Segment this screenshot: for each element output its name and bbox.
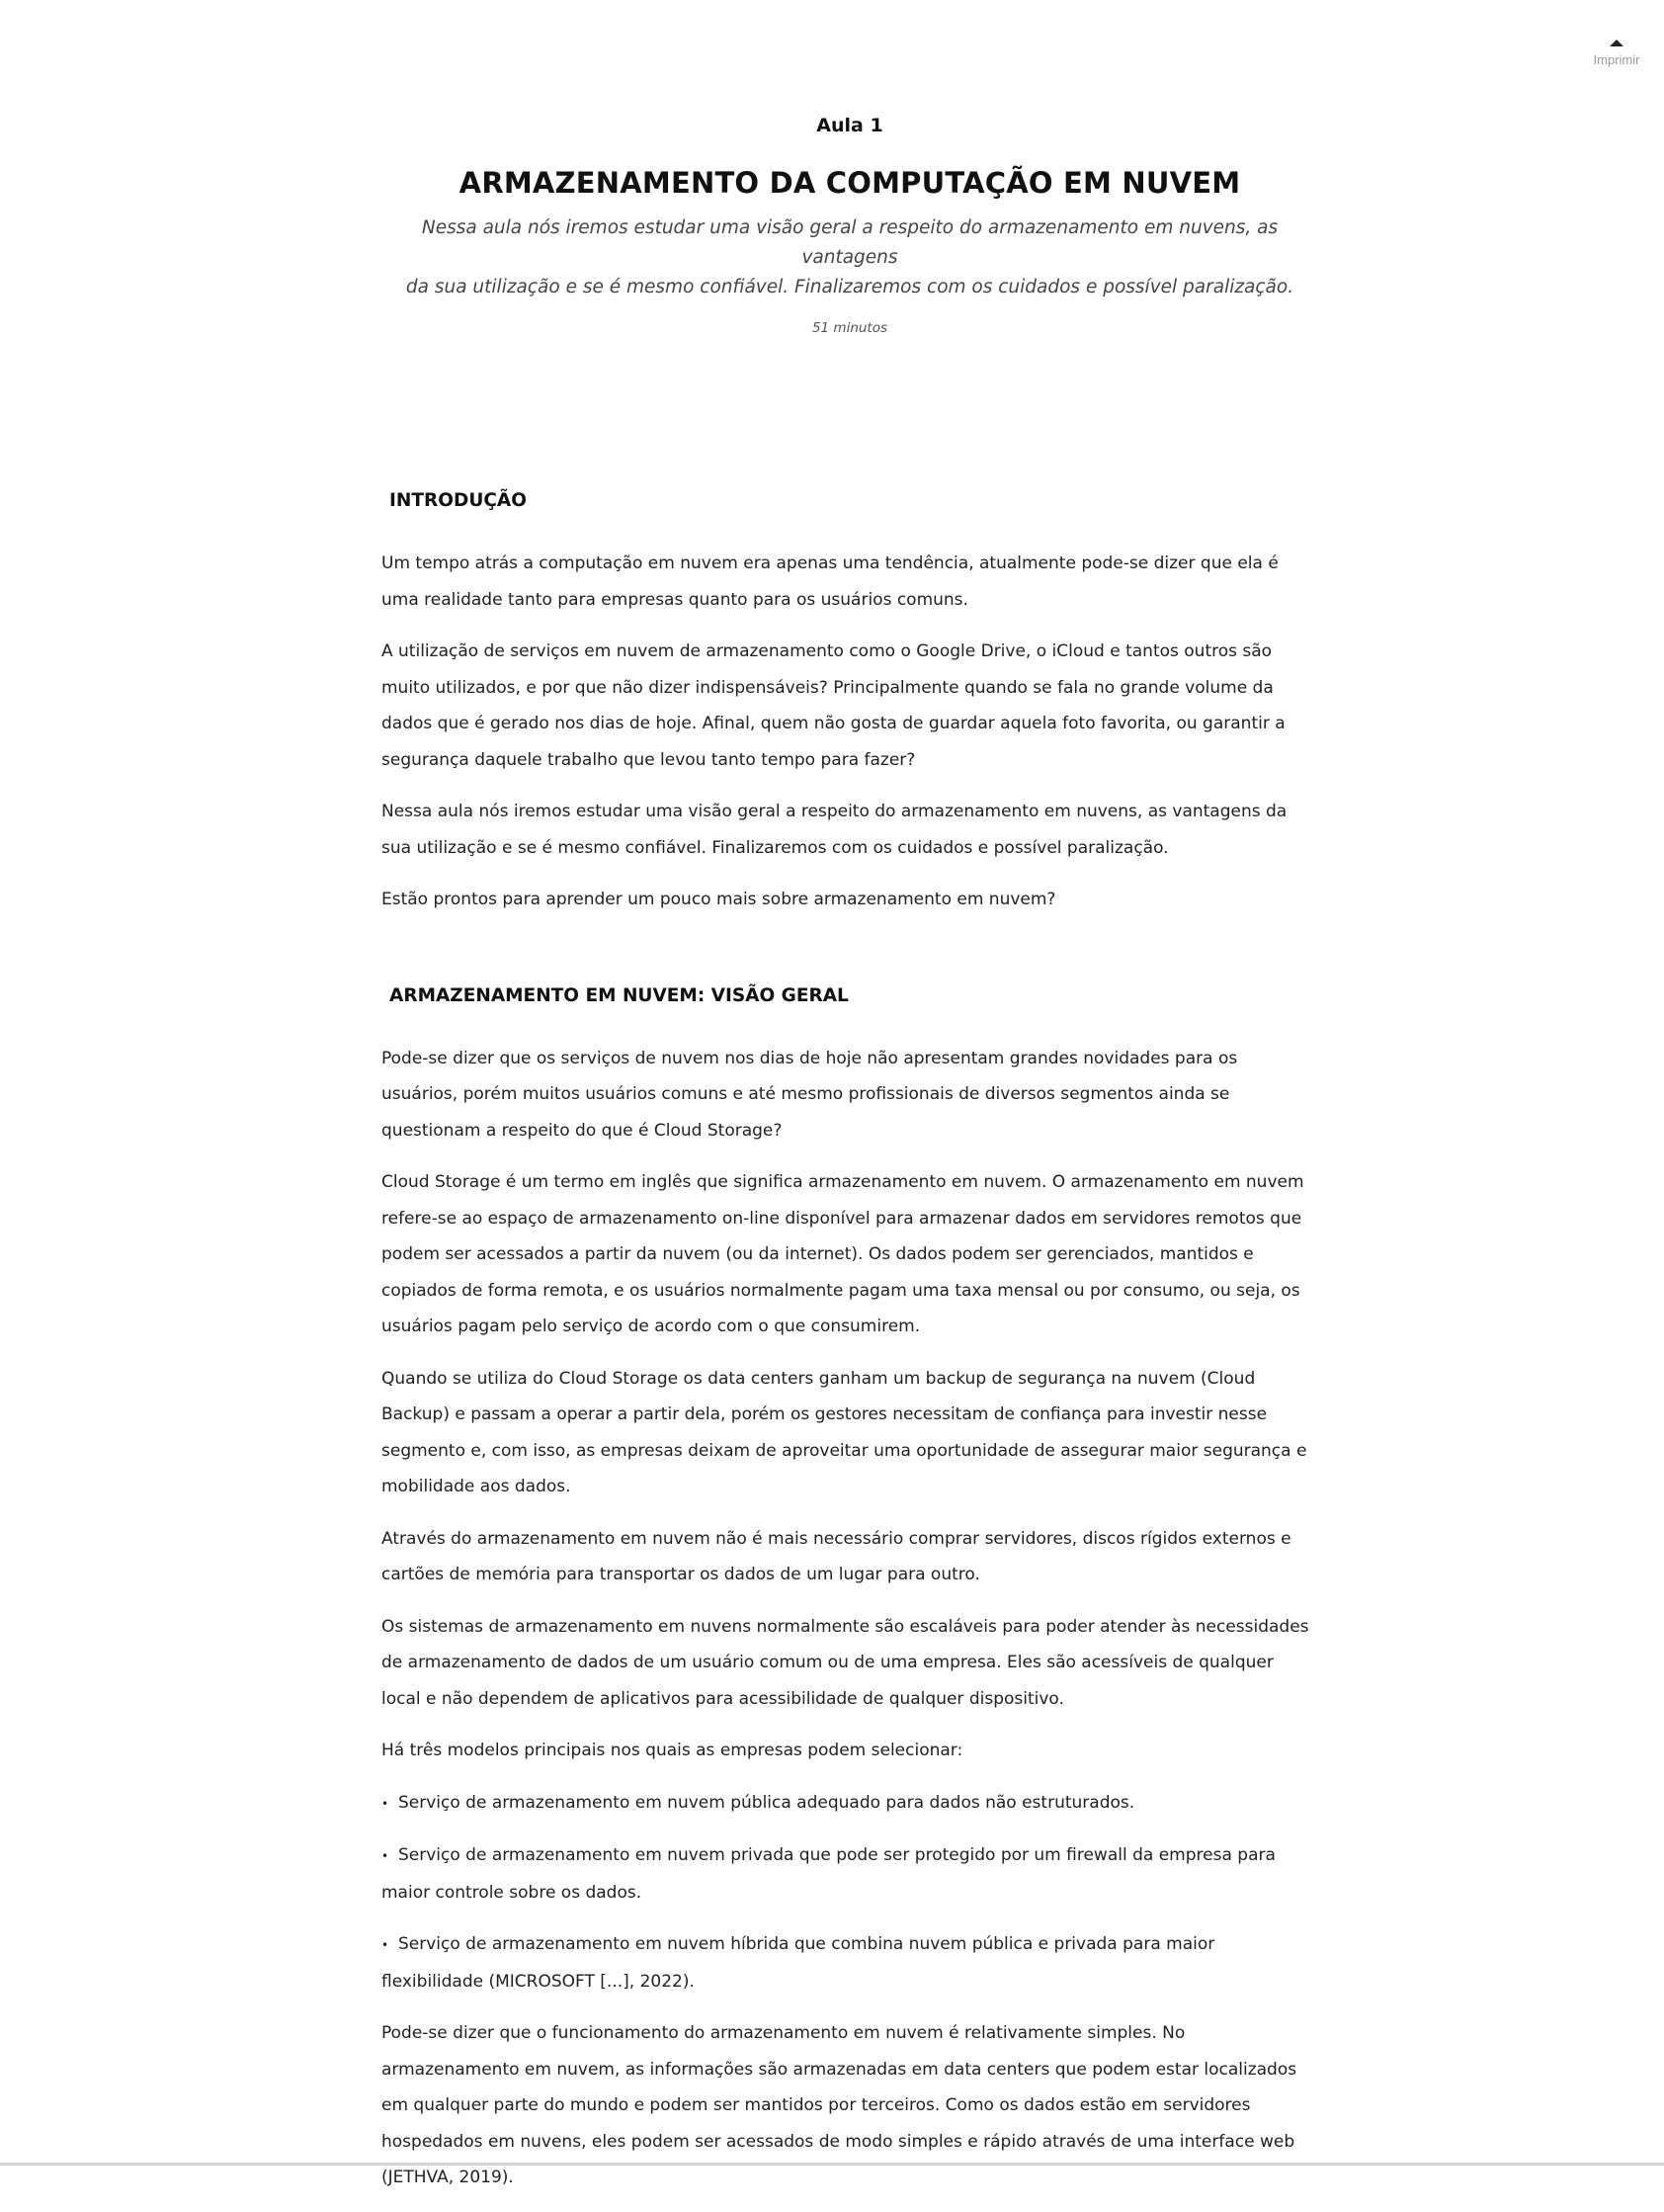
print-label: Imprimir [1593, 52, 1640, 67]
paragraph: Estão prontos para aprender um pouco mais sobre armazenamento em nuvem? [381, 890, 1056, 909]
page-title: ARMAZENAMENTO DA COMPUTAÇÃO EM NUVEM [458, 166, 1241, 200]
section-heading-overview: ARMAZENAMENTO EM NUVEM: VISÃO GERAL [389, 984, 849, 1006]
paragraph: Pode-se dizer que os serviços de nuvem nos dias de hoje não apresentam grandes novidades para os usuários, porém muitos usuários comuns e até mesmo profissionais de diversos segmentos ainda se questionam a respeito do que é Cloud Storage? [381, 1048, 1238, 1141]
caret-up-icon [1610, 40, 1623, 46]
paragraph: A utilização de serviços em nuvem de armazenamento como o Google Drive, o iCloud e tantos outros são muito utilizados, e por que não dizer indispensáveis? Principalmente quando se fala no grande volume da dados que é gerado nos dias de hoje. Afinal, quem não gosta de guardar aquela foto favorita, ou garantir a segurança daquele trabalho que levou tanto tempo para fazer? [381, 641, 1286, 770]
paragraph: Um tempo atrás a computação em nuvem era apenas uma tendência, atualmente pode-se dizer que ela é uma realidade tanto para empresas quanto para os usuários comuns. [381, 553, 1279, 610]
subtitle-line-2: da sua utilização e se é mesmo confiável. Finalizaremos com os cuidados e possível paralização. [405, 277, 1294, 298]
page-bottom-divider [0, 2163, 1664, 2166]
lesson-duration: 51 minutos [811, 320, 888, 336]
paragraph: Quando se utiliza do Cloud Storage os data centers ganham um backup de segurança na nuvem (Cloud Backup) e passam a operar a partir dela, porém os gestores necessitam de confiança para investir nesse segmento e, com isso, as empresas deixam de aproveitar uma oportunidade de assegurar maior segurança e mobilidade aos dados. [381, 1368, 1307, 1496]
paragraph: Cloud Storage é um termo em inglês que significa armazenamento em nuvem. O armazenamento em nuvem refere-se ao espaço de armazenamento on-line disponível para armazenar dados em servidores remotos que podem ser acessados a partir da nuvem (ou da internet). Os dados podem ser gerenciados, mantidos e copiados de forma remota, e os usuários normalmente pagam uma taxa mensal ou por consumo, ou seja, os usuários pagam pelo serviço de acordo com o que consumirem. [381, 1172, 1304, 1336]
paragraph: Os sistemas de armazenamento em nuvens normalmente são escaláveis para poder atender às necessidades de armazenamento de dados de um usuário comum ou de uma empresa. Eles são acessíveis de qualquer local e não dependem de aplicativos para acessibilidade de qualquer dispositivo. [381, 1616, 1309, 1709]
lesson-content [381, 488, 1310, 2212]
bullet-item: • Serviço de armazenamento em nuvem privada que pode ser protegido por um firewall da empresa para maior controle sobre os dados. [381, 1837, 1310, 1911]
paragraph: Através do armazenamento em nuvem não é mais necessário comprar servidores, discos rígidos externos e cartões de memória para transportar os dados de um lugar para outro. [381, 1528, 1291, 1584]
paragraph: Há três modelos principais nos quais as empresas podem selecionar: [381, 1741, 963, 1760]
bullet-item: • Serviço de armazenamento em nuvem híbrida que combina nuvem pública e privada para maior flexibilidade (MICROSOFT [...], 2022). [381, 1926, 1310, 1999]
paragraph: Nessa aula nós iremos estudar uma visão geral a respeito do armazenamento em nuvens, as vantagens da sua utilização e se é mesmo confiável. Finalizaremos com os cuidados e possível paralização. [381, 802, 1288, 858]
section-heading-intro: INTRODUÇÃO [389, 490, 527, 511]
subtitle-line-1: Nessa aula nós iremos estudar uma visão geral a respeito do armazenamento em nuvens, as vantagens [421, 217, 1279, 268]
bullet-item: • Serviço de armazenamento em nuvem pública adequado para dados não estruturados. [381, 1785, 1310, 1823]
paragraph: Pode-se dizer que o funcionamento do armazenamento em nuvem é relativamente simples. No armazenamento em nuvem, as informações são armazenadas em data centers que podem estar localizados em qualquer parte do mundo e podem ser mantidos por terceiros. Como os dados estão em servidores hospedados em nuvens, eles podem ser acessados de modo simples e rápido através de uma interface web (JETHVA, 2019). [381, 2023, 1297, 2187]
print-button[interactable] [1577, 40, 1656, 67]
lesson-number: Aula 1 [816, 115, 883, 136]
lesson-header [375, 115, 1324, 336]
section-spacer [381, 934, 1310, 983]
lesson-subtitle [375, 213, 1324, 302]
